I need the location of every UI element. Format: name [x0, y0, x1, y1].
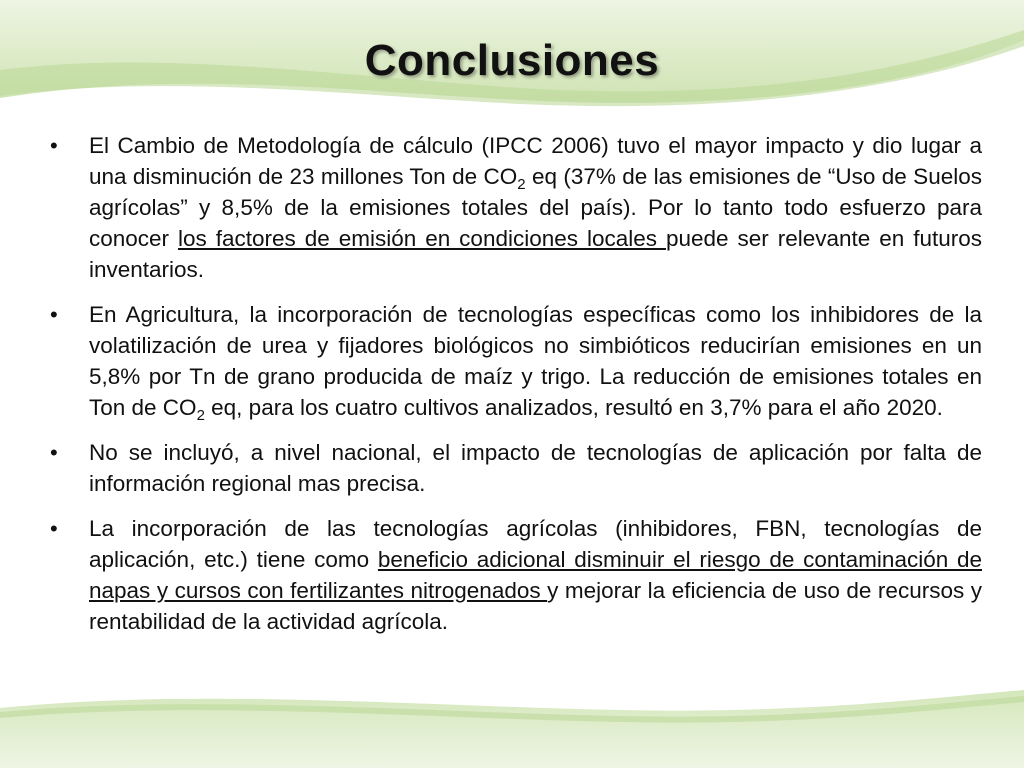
bullet-icon: •: [50, 516, 58, 541]
subscript: 2: [196, 407, 205, 424]
bullet-text: y mejorar la eficiencia de uso de recursos y rentabilidad de la actividad agrícola.: [89, 578, 982, 634]
bullet-item: [44, 299, 982, 423]
bullet-icon: •: [50, 302, 58, 327]
bullet-icon: •: [50, 440, 58, 465]
bullet-text: eq, para los cuatro cultivos analizados, resultó en 3,7% para el año 2020.: [204, 395, 943, 420]
bullet-text: No se incluyó, a nivel nacional, el impacto de tecnologías de aplicación por falta de información regional mas precisa.: [89, 440, 982, 496]
underlined-text: beneficio adicional disminuir el riesgo de contaminación de napas y cursos con fertilizantes nitrogenados: [89, 547, 983, 603]
bullet-item: [44, 437, 982, 499]
bullet-item: [44, 513, 982, 637]
slide-title: Conclusiones: [364, 36, 660, 85]
bullet-text: El Cambio de Metodología de cálculo (IPCC 2006) tuvo el mayor impacto y dio lugar a una disminución de 23 millones Ton de CO: [89, 133, 982, 189]
bottom-wave-decoration: [0, 668, 1024, 768]
content-area: [44, 130, 982, 651]
bullet-text: En Agricultura, la incorporación de tecnologías específicas como los inhibidores de la volatilización de urea y fijadores biológicos no simbióticos reducirían emisiones en un 5,8% por Tn de grano producida de maíz y trigo. La reducción de emisiones totales en Ton de CO: [89, 302, 982, 420]
bullet-item: [44, 130, 982, 285]
bullet-text: La incorporación de las tecnologías agrícolas (inhibidores, FBN, tecnologías de aplicación, etc.) tiene como: [89, 516, 982, 572]
bullet-list: [44, 130, 982, 637]
bullet-icon: •: [50, 133, 58, 158]
subscript: 2: [517, 176, 526, 193]
underlined-text: los factores de emisión en condiciones locales: [178, 226, 666, 251]
bullet-text: eq (37% de las emisiones de “Uso de Suelos agrícolas” y 8,5% de la emisiones totales del país). Por lo tanto todo esfuerzo para conocer: [89, 164, 982, 251]
bullet-text: puede ser relevante en futuros inventarios.: [89, 226, 982, 282]
